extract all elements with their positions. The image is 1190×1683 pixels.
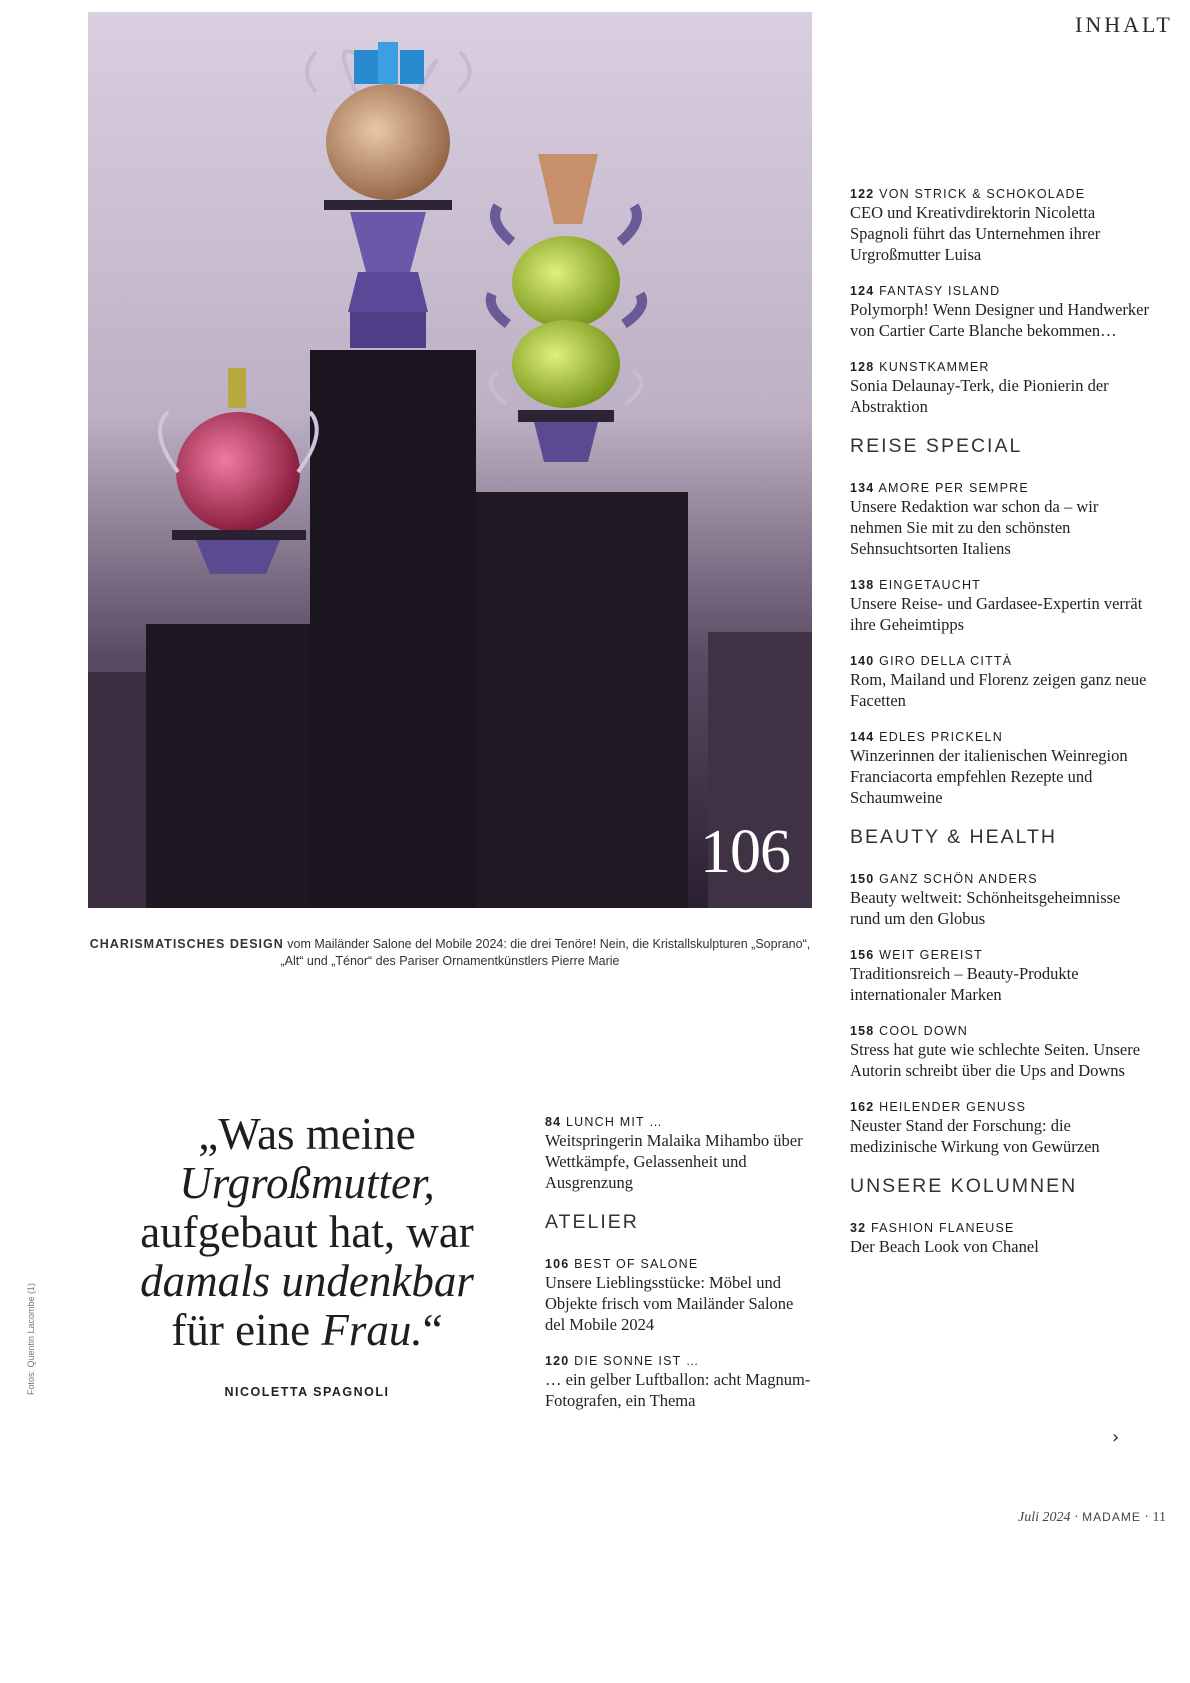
toc-entry[interactable]: 106 BEST OF SALONE Unsere Lieblingsstücke: Möbel und Objekte frisch vom Mailänder Salone del Mobile 2024 xyxy=(545,1257,794,1334)
toc-entry[interactable]: 122 VON STRICK & SCHOKOLADE CEO und Kreativdirektorin Nicoletta Spagnoli führt das Unternehmen ihrer Urgroßmutter Luisa xyxy=(850,187,1101,264)
quote-author: NICOLETTA SPAGNOLI xyxy=(224,1385,390,1399)
toc-entry[interactable]: 84 LUNCH MIT … Weitspringerin Malaika Mihambo über Wettkämpfe, Gelassenheit und Ausgrenzung xyxy=(545,1115,803,1192)
toc-entry[interactable]: 156 WEIT GEREIST Traditionsreich – Beauty-Produkte internationaler Marken xyxy=(850,948,1079,1004)
toc-left-column xyxy=(545,1114,815,1429)
toc-category-kolumnen: UNSERE KOLUMNEN xyxy=(850,1175,1078,1197)
photo-page-number: 106 xyxy=(700,818,790,886)
page-footer: Juli 2024 · MADAME · 11 xyxy=(1018,1510,1166,1525)
quote-line: damals undenkbar xyxy=(140,1256,474,1306)
toc-entry[interactable]: 144 EDLES PRICKELN Winzerinnen der italienischen Weinregion Franciacorta empfehlen Rezepte und Schaumweine xyxy=(850,730,1128,807)
feature-photo xyxy=(88,12,812,908)
chevron-right-icon[interactable]: › xyxy=(1112,1427,1120,1448)
quote-line: Urgroßmutter, xyxy=(179,1158,435,1208)
pull-quote xyxy=(132,1110,482,1355)
quote-line: für eine Frau.“ xyxy=(171,1305,443,1355)
toc-entry[interactable]: 32 FASHION FLANEUSE Der Beach Look von Chanel xyxy=(850,1221,1039,1256)
photo-caption xyxy=(88,936,812,970)
toc-category-reise: REISE SPECIAL xyxy=(850,435,1023,457)
section-label: INHALT xyxy=(1075,12,1173,37)
toc-category-atelier: ATELIER xyxy=(545,1211,639,1233)
quote-line: aufgebaut hat, war xyxy=(140,1207,474,1257)
crystal-sculptures-illustration xyxy=(88,12,812,908)
caption-lead: CHARISMATISCHES DESIGN xyxy=(89,937,284,951)
toc-entry[interactable]: 124 FANTASY ISLAND Polymorph! Wenn Designer und Handwerker von Cartier Carte Blanche bekommen… xyxy=(850,284,1149,340)
toc-entry[interactable]: 138 EINGETAUCHT Unsere Reise- und Gardasee-Expertin verrät ihre Geheimtipps xyxy=(850,578,1143,634)
toc-entry[interactable]: 128 KUNSTKAMMER Sonia Delaunay-Terk, die Pionierin der Abstraktion xyxy=(850,360,1109,416)
photo-credit: Fotos: Quentin Lacombe (1) xyxy=(26,1282,36,1395)
caption-text: vom Mailänder Salone del Mobile 2024: die drei Tenöre! Nein, die Kristallskulpturen „Soprano“, „Alt“ und „Ténor“ des Pariser Ornamentkünstlers Pierre Marie xyxy=(280,937,811,968)
toc-entry[interactable]: 120 DIE SONNE IST … … ein gelber Luftballon: acht Magnum-Fotografen, ein Thema xyxy=(545,1354,811,1410)
toc-category-beauty: BEAUTY & HEALTH xyxy=(850,826,1057,848)
toc-entry[interactable]: 162 HEILENDER GENUSS Neuster Stand der Forschung: die medizinische Wirkung von Gewürzen xyxy=(850,1100,1100,1156)
toc-right-column xyxy=(850,186,1150,1275)
toc-entry[interactable]: 150 GANZ SCHÖN ANDERS Beauty weltweit: Schönheitsgeheimnisse rund um den Globus xyxy=(850,872,1121,928)
toc-entry[interactable]: 134 AMORE PER SEMPRE Unsere Redaktion war schon da – wir nehmen Sie mit zu den schönsten Sehnsuchtsorten Italiens xyxy=(850,481,1099,558)
toc-entry[interactable]: 158 COOL DOWN Stress hat gute wie schlechte Seiten. Unsere Autorin schreibt über die Ups and Downs xyxy=(850,1024,1141,1080)
toc-entry[interactable]: 140 GIRO DELLA CITTÀ Rom, Mailand und Florenz zeigen ganz neue Facetten xyxy=(850,654,1147,710)
quote-line: „Was meine xyxy=(198,1109,416,1159)
